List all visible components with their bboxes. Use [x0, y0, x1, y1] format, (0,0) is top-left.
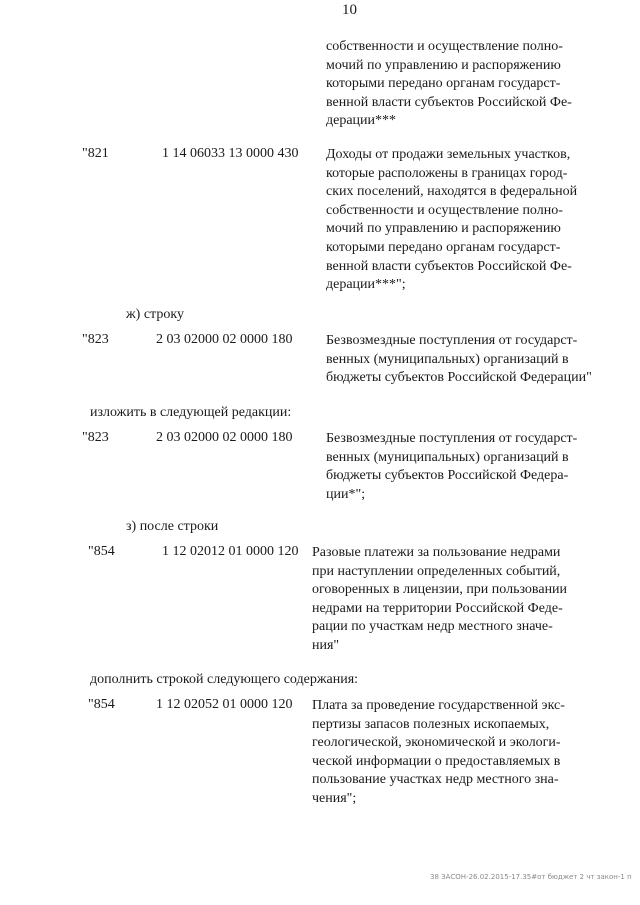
description-line: Плата за проведение государственной экс-: [312, 698, 565, 713]
description-line: которыми передано органам государст-: [326, 239, 561, 255]
revenue-description: [326, 430, 611, 504]
description-line: собственности и осуществление полно-: [326, 39, 563, 54]
description-line: при наступлении определенных событий,: [312, 563, 561, 579]
description-line: оговоренных в лицензии, при пользовании: [312, 582, 568, 598]
description-line: ции*";: [326, 486, 366, 502]
revenue-description: [312, 544, 610, 656]
description-line: пользование участках недр местного зна-: [312, 772, 559, 788]
description-line: венной власти субъектов Российской Фе-: [326, 94, 572, 110]
admin-code: "821: [82, 146, 109, 161]
description-line: венной власти субъектов Российской Фе-: [326, 258, 572, 274]
admin-code: "854: [88, 697, 115, 712]
amendment-note: изложить в следующей редакции:: [90, 405, 292, 420]
description-line: бюджеты субъектов Российской Федерации": [326, 370, 592, 386]
document-footer: 38 ЗАСОН-26.02.2015-17.35#от бюджет 2 чт закон-1 п: [430, 873, 632, 881]
description-line: чения";: [312, 790, 357, 806]
description-line: венных (муниципальных) организаций в: [326, 351, 569, 367]
description-line: бюджеты субъектов Российской Федера-: [326, 468, 569, 484]
description-line: ния": [312, 637, 340, 653]
admin-code: "854: [88, 544, 115, 559]
budget-classification-code: 1 12 02052 01 0000 120: [156, 697, 293, 712]
budget-classification-code: 2 03 02000 02 0000 180: [156, 430, 293, 445]
description-line: мочий по управлению и распоряжению: [326, 221, 561, 237]
revenue-description: [312, 697, 610, 809]
amendment-note: з) после строки: [126, 519, 219, 534]
page-number: 10: [342, 2, 357, 18]
description-line: собственности и осуществление полно-: [326, 202, 563, 218]
description-line: венных (муниципальных) организаций в: [326, 449, 569, 465]
description-line: Доходы от продажи земельных участков,: [326, 147, 571, 162]
description-line: которыми передано органам государст-: [326, 76, 561, 92]
amendment-note: дополнить строкой следующего содержания:: [90, 672, 359, 687]
admin-code: "823: [82, 332, 109, 347]
description-line: Безвозмездные поступления от государст-: [326, 431, 578, 446]
amendment-note: ж) строку: [126, 307, 184, 322]
revenue-description: [326, 38, 611, 131]
description-line: которые расположены в границах город-: [326, 165, 568, 181]
description-line: Безвозмездные поступления от государст-: [326, 333, 578, 348]
description-line: геологической, экономической и экологи-: [312, 735, 561, 751]
revenue-description: [326, 146, 611, 295]
budget-classification-code: 1 14 06033 13 0000 430: [162, 146, 299, 161]
description-line: мочий по управлению и распоряжению: [326, 57, 561, 73]
budget-classification-code: 2 03 02000 02 0000 180: [156, 332, 293, 347]
description-line: недрами на территории Российской Феде-: [312, 600, 563, 616]
revenue-description: [326, 332, 611, 388]
description-line: ческой информации о предоставляемых в: [312, 753, 561, 769]
admin-code: "823: [82, 430, 109, 445]
description-line: дерации***: [326, 113, 397, 129]
description-line: дерации***";: [326, 277, 406, 293]
description-line: рации по участкам недр местного значе-: [312, 619, 553, 635]
description-line: пертизы запасов полезных ископаемых,: [312, 716, 550, 732]
description-line: ских поселений, находятся в федеральной: [326, 184, 578, 200]
budget-classification-code: 1 12 02012 01 0000 120: [162, 544, 299, 559]
description-line: Разовые платежи за пользование недрами: [312, 545, 561, 560]
